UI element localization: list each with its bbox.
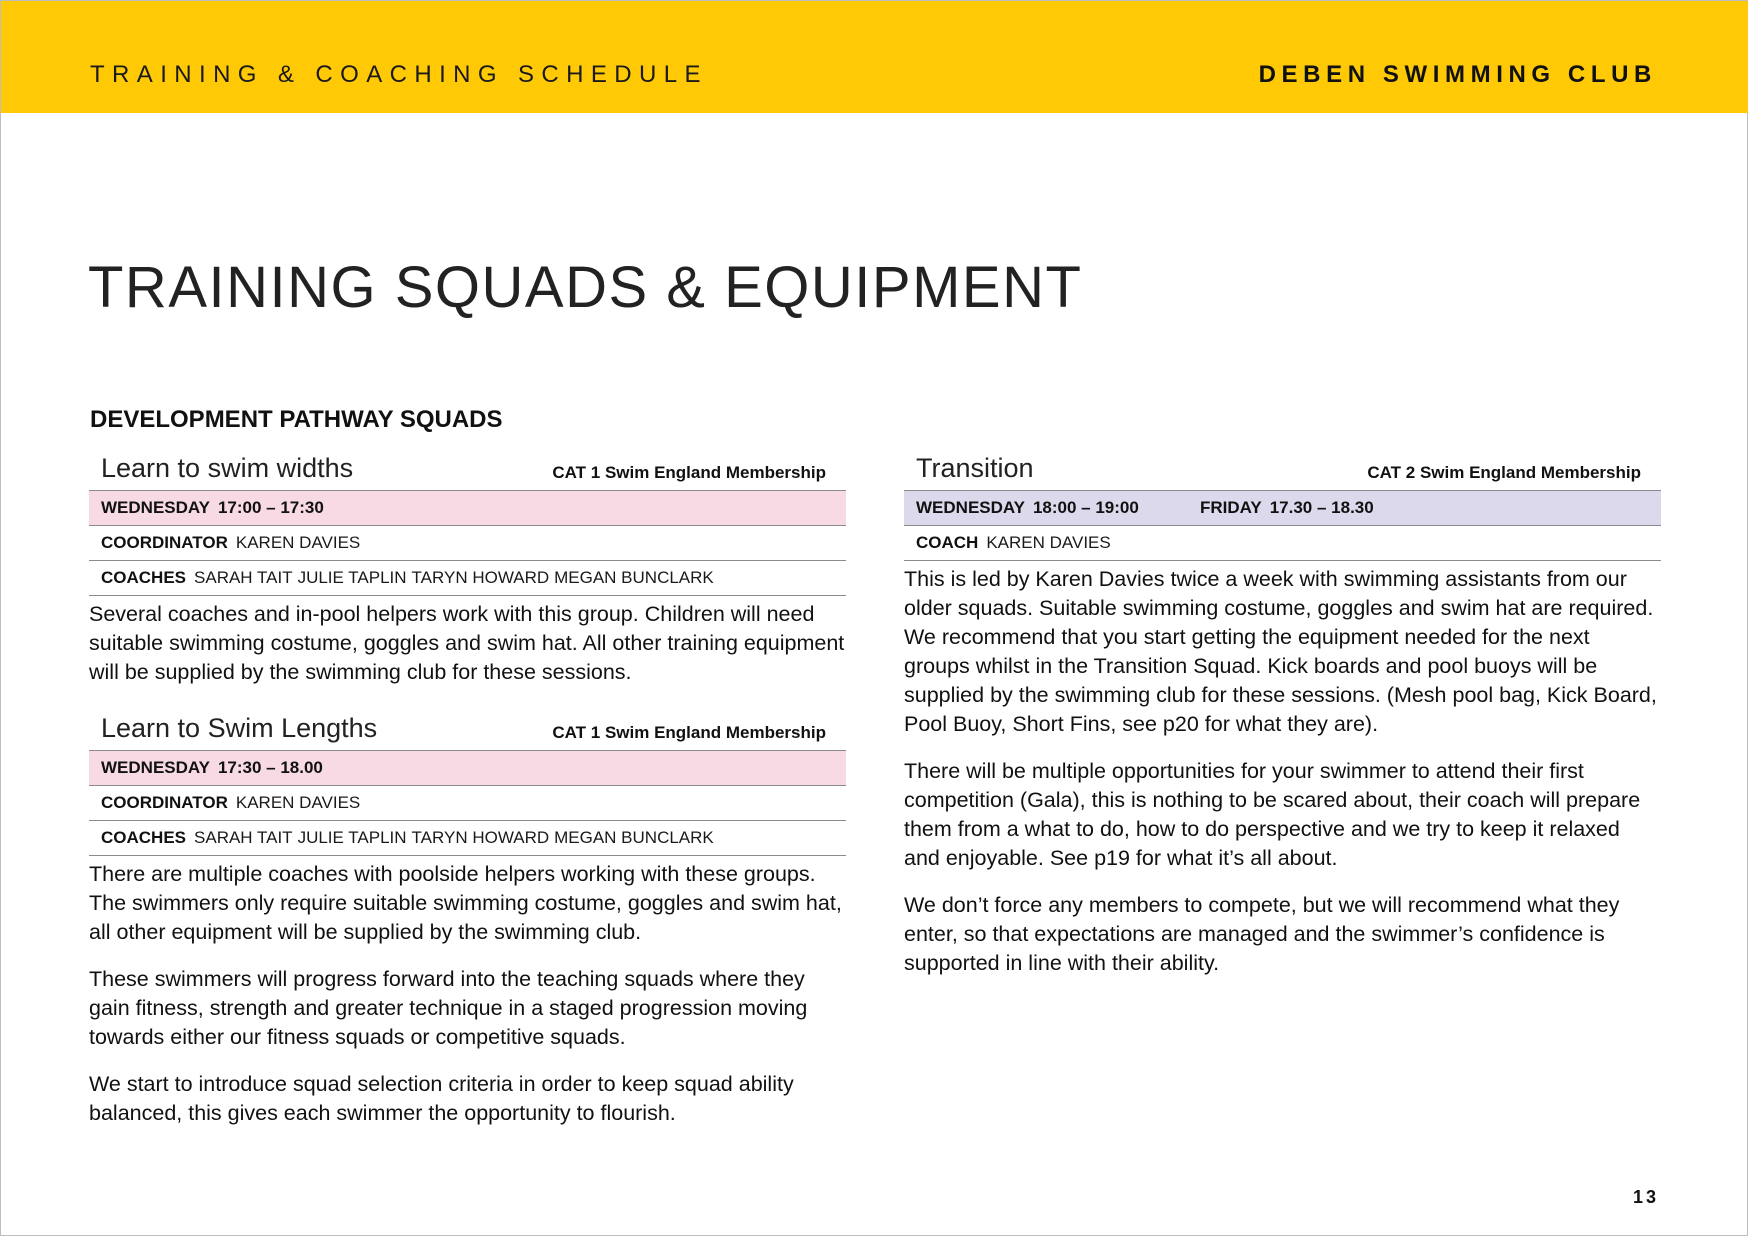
day-label: WEDNESDAY: [916, 498, 1025, 517]
coaches-label: COACHES: [101, 828, 187, 847]
squad-name: Learn to Swim Lengths: [101, 713, 378, 743]
squad-description: There are multiple coaches with poolside helpers working with these groups. The swimmers only require suitable swimming costume, goggles and swim hat, all other equipment will be supplied by the swimming club.: [89, 862, 842, 944]
coordinator-name: KAREN DAVIES: [235, 533, 361, 552]
squad-description: These swimmers will progress forward into the teaching squads where they gain fitness, strength and greater technique in a staged progression moving towards either our fitness squads or competitive squads.: [89, 967, 808, 1049]
coach-name: SARAH TAIT: [194, 568, 293, 587]
membership-category: CAT 1 Swim England Membership: [552, 723, 826, 742]
second-session: [1200, 491, 1374, 525]
squad-learn-to-swim-widths: [89, 450, 846, 687]
squad-transition: [904, 450, 1661, 978]
coach-name: KAREN DAVIES: [986, 533, 1111, 552]
coach-name: MEGAN BUNCLARK: [554, 828, 714, 847]
coach-name: JULIE TAPLIN: [297, 568, 407, 587]
coaches-row: [89, 561, 846, 596]
session-time: 17:00 – 17:30: [217, 498, 324, 517]
coach-name: JULIE TAPLIN: [297, 828, 407, 847]
left-column: [89, 450, 846, 1128]
coordinator-row: [89, 786, 846, 821]
coach-row: [904, 526, 1661, 561]
coordinator-label: COORDINATOR: [101, 793, 228, 812]
day-label: WEDNESDAY: [101, 758, 210, 777]
session-time-row: [89, 751, 846, 786]
day-label: FRIDAY: [1200, 498, 1262, 517]
coordinator-row: [89, 526, 846, 561]
squad-name: Learn to swim widths: [101, 453, 354, 483]
coaches-row: [89, 821, 846, 856]
session-time: 17:30 – 18.00: [217, 758, 323, 777]
squad-description: This is led by Karen Davies twice a week with swimming assistants from our older squads. Suitable swimming costume, goggles and swim hat are required. We recommend that you start getting the equipment needed for the next groups whilst in the Transition Squad. Kick boards and pool buoys will be supplied by the swimming club for these sessions. (Mesh pool bag, Kick Board, Pool Buoy, Short Fins, see p20 for what they are).: [904, 567, 1657, 736]
page-number: 13: [1632, 1187, 1659, 1207]
page-title: TRAINING SQUADS & EQUIPMENT: [88, 255, 1083, 320]
session-time-row: [904, 491, 1661, 526]
squad-learn-to-swim-lengths: [89, 710, 846, 1128]
coach-name: SARAH TAIT: [194, 828, 293, 847]
coordinator-name: KAREN DAVIES: [235, 793, 361, 812]
club-name: DEBEN SWIMMING CLUB: [1258, 61, 1657, 88]
header-bar: [1, 1, 1748, 113]
squad-header: [89, 450, 846, 491]
coordinator-label: COORDINATOR: [101, 533, 228, 552]
document-section-title: TRAINING & COACHING SCHEDULE: [90, 61, 708, 88]
coach-name: TARYN HOWARD: [411, 828, 550, 847]
squad-name: Transition: [916, 453, 1034, 483]
session-time-row: [89, 491, 846, 526]
coaches-label: COACHES: [101, 568, 187, 587]
right-column: [904, 450, 1661, 978]
coach-label: COACH: [916, 533, 979, 552]
squad-description: We start to introduce squad selection criteria in order to keep squad ability balanced, this gives each swimmer the opportunity to flourish.: [89, 1072, 794, 1125]
squad-description: Several coaches and in-pool helpers work with this group. Children will need suitable swimming costume, goggles and swim hat. All other training equipment will be supplied by the swimming club for these sessions.: [89, 602, 845, 684]
membership-category: CAT 2 Swim England Membership: [1367, 463, 1641, 482]
squad-header: [904, 450, 1661, 491]
squad-description: We don’t force any members to compete, but we will recommend what they enter, so that expectations are managed and the swimmer’s confidence is supported in line with their ability.: [904, 893, 1620, 975]
session-time: 17.30 – 18.30: [1269, 498, 1374, 517]
coach-name: MEGAN BUNCLARK: [554, 568, 714, 587]
squad-description: There will be multiple opportunities for your swimmer to attend their first competition (Gala), this is nothing to be scared about, their coach will prepare them from a what to do, how to do perspective and we try to keep it relaxed and enjoyable. See p19 for what it’s all about.: [904, 759, 1641, 870]
day-label: WEDNESDAY: [101, 498, 210, 517]
membership-category: CAT 1 Swim England Membership: [552, 463, 826, 482]
coach-name: TARYN HOWARD: [411, 568, 550, 587]
session-time: 18:00 – 19:00: [1032, 498, 1139, 517]
section-heading: DEVELOPMENT PATHWAY SQUADS: [90, 406, 503, 433]
squad-header: [89, 710, 846, 751]
